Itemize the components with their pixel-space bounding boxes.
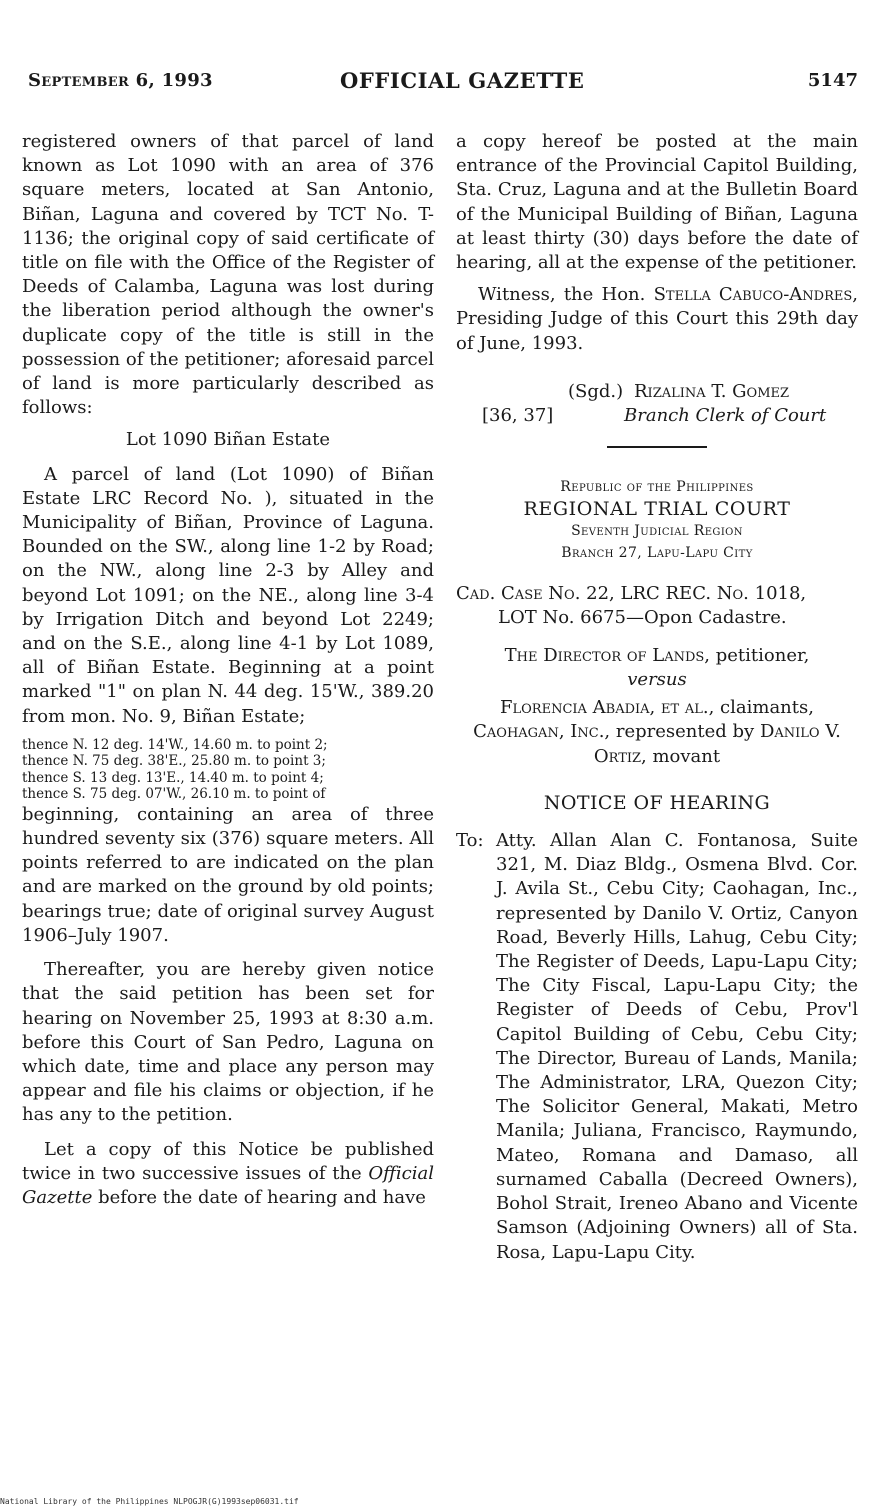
to-label: To: [456, 830, 484, 852]
case-caption [456, 582, 858, 630]
posting-paragraph: a copy hereof be posted at the main entrance of the Provincial Capitol Building, Sta. Cruz, Laguna and at the Bulletin Board of the Municipal Building of Biñan, Laguna at least thirty (30) days before the date of hearing, all at the expense of the petitioner. [456, 131, 858, 274]
right-column [456, 130, 858, 1265]
section-divider [607, 446, 707, 448]
judge-name: Stella Cabuco-Andres [653, 284, 853, 306]
description-end: beginning, containing an area of three hundred seventy six (376) square meters. All points referred to are indicated on the plan and are marked on the ground by old points; bearings true; date of original survey August 1906–July 1907. [22, 803, 434, 946]
bearings-list [22, 737, 434, 803]
technical-description: A parcel of land (Lot 1090) of Biñan Estate LRC Record No. ), situated in the Municipality of Biñan, Province of Laguna. Bounded on the SW., along line 1-2 by Road; on the NW., along line 2-3 by Alley and beyond Lot 1091; on the NE., along line 3-4 by Irrigation Ditch and beyond Lot 2249; and on the S.E., along line 4-1 by Lot 1089, all of Biñan Estate. Beginning at a point marked "1" on plan N. 44 deg. 15'W., 389.20 from mon. No. 9, Biñan Estate; [22, 463, 434, 727]
movant-line: Caohagan, Inc., represented by Danilo V. Ortiz, movant [473, 721, 841, 767]
petitioner-line: The Director of Lands, petitioner, [504, 644, 810, 666]
lot-number: LOT No. 6675—Opon Cadastre. [498, 606, 787, 628]
bearing-line: thence N. 12 deg. 14'W., 14.60 m. to point 2; [22, 736, 328, 753]
reference-numbers: [36, 37] [482, 404, 554, 426]
petition-paragraph: registered owners of that parcel of land known as Lot 1090 with an area of 376 square meters, located at San Antonio, Biñan, Laguna and covered by TCT No. T-1136; the original copy of said certificate of title on file with the Office of the Register of Deeds of Calamba, Laguna was lost during the liberation period although the owner's duplicate copy of the title is still in the possession of the petitioner; aforesaid parcel of land is more particularly described as follows: [22, 131, 434, 419]
bearings-block [22, 737, 434, 948]
signatory-title: Branch Clerk of Court [624, 404, 827, 426]
judicial-region: Seventh Judicial Region [571, 522, 743, 539]
bearing-line: thence N. 75 deg. 38'E., 25.80 m. to point 3; [22, 753, 326, 770]
gazette-name: Official Gazette [22, 1162, 434, 1208]
publication-paragraph: Let a copy of this Notice be published twice in two successive issues of the Official Gazette before the date of hearing and have [22, 1138, 434, 1208]
witness-paragraph: Witness, the Hon. Stella Cabuco-Andres, Presiding Judge of this Court this 29th day of June, 1993. [456, 284, 858, 354]
left-column [22, 130, 434, 1218]
lot-heading: Lot 1090 Biñan Estate [125, 429, 331, 451]
bearing-line: thence S. 13 deg. 13'E., 14.40 m. to point 4; [22, 769, 324, 786]
bearing-line: thence S. 75 deg. 07'W., 26.10 m. to point of [22, 786, 326, 803]
scan-footer: National Library of the Philippines NLPOGJR(G)1993sep06031.tif [0, 1497, 299, 1506]
notice-title: NOTICE OF HEARING [543, 791, 771, 814]
page-number: 5147 [807, 70, 858, 91]
claimant-line: Florencia Abadia, et al., claimants, [500, 697, 814, 719]
case-number: Cad. Case No. 22, LRC REC. No. 1018, [456, 582, 807, 604]
signed-mark: (Sgd.) [568, 380, 624, 402]
hearing-paragraph: Thereafter, you are hereby given notice that the said petition has been set for hearing on November 25, 1993 at 8:30 a.m. before this Court of San Pedro, Laguna on which date, time and place any person may appear and file his claims or objection, if he has any to the petition. [22, 959, 434, 1126]
signature-block [456, 380, 858, 434]
versus-line: versus [627, 669, 687, 691]
court-branch: Branch 27, Lapu-Lapu City [561, 544, 753, 561]
republic-line: Republic of the Philippines [560, 478, 754, 495]
parties-block [456, 644, 858, 769]
issue-date: September 6, 1993 [28, 70, 213, 91]
signatory-name: Rizalina T. Gomez [634, 380, 790, 402]
court-name: REGIONAL TRIAL COURT [523, 497, 791, 520]
addressees-list: Atty. Allan Alan C. Fontanosa, Suite 321, M. Diaz Bldg., Osmena Blvd. Cor. J. Avila St., Cebu City; Caohagan, Inc., represented by Danilo V. Ortiz, Canyon Road, Beverly Hills, Lahug, Cebu City; The Register of Deeds, Lapu-Lapu City; The City Fiscal, Lapu-Lapu City; the Register of Deeds of Cebu, Prov'l Capitol Building of Cebu, Cebu City; The Director, Bureau of Lands, Manila; The Administrator, LRA, Quezon City; The Solicitor General, Makati, Metro Manila; Juliana, Francisco, Raymundo, Mateo, Romana and Damaso, all surnamed Caballa (Decreed Owners), Bohol Strait, Ireneo Abano and Vicente Samson (Adjoining Owners) all of Sta. Rosa, Lapu-Lapu City. [496, 830, 858, 1263]
publication-title: OFFICIAL GAZETTE [340, 68, 585, 93]
page-header [28, 68, 858, 98]
addressees-block [456, 829, 858, 1265]
